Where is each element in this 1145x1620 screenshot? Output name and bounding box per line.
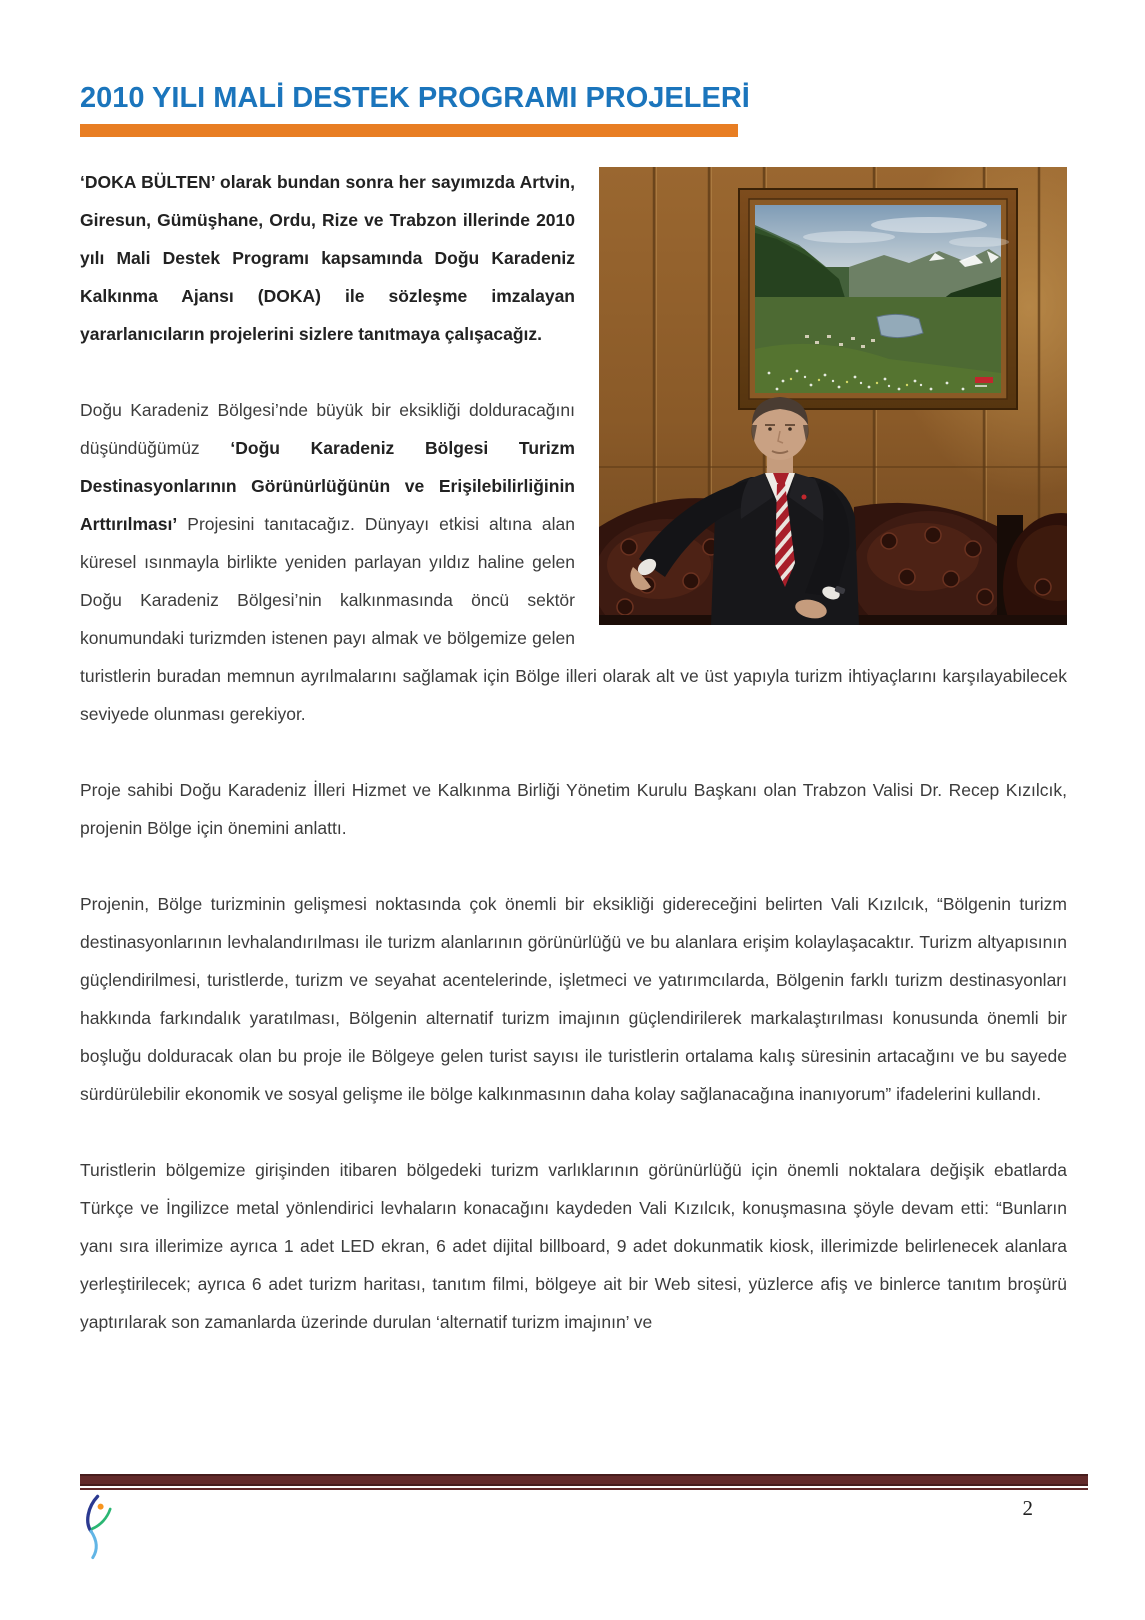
paragraph: ‘DOKA BÜLTEN’ olarak bundan sonra her sayımızda Artvin, Giresun, Gümüşhane, Ordu, Rize ve Trabzon illerinde 2010 yılı Mali Destek Programı kapsamında Doğu Karadeniz Kalkınma Ajansı (DOKA) ile sözleşme imzalayan yararlanıcıların projelerini sizlere tanıtmaya çalışacağız. bbox=[80, 172, 575, 344]
footer-rule-thick bbox=[80, 1474, 1088, 1486]
paragraph: Proje sahibi Doğu Karadeniz İlleri Hizmet ve Kalkınma Birliği Yönetim Kurulu Başkanı olan Trabzon Valisi Dr. Recep Kızılcık, projenin Bölge için önemini anlattı. bbox=[80, 780, 1067, 838]
doka-logo-icon bbox=[82, 1494, 146, 1560]
paragraph: Turistlerin bölgemize girişinden itibaren bölgedeki turizm varlıklarının görünürlüğü için önemli noktalara değişik ebatlarda Türkçe ve İngilizce metal yönlendirici levhaların konacağını kaydeden Vali Kızılcık, konuşmasına şöyle devam etti: “Bunların yanı sıra illerimize ayrıca 1 adet LED ekran, 6 adet dijital billboard, 9 adet dokunmatik kiosk, illerimizde belirlenecek alanlara yerleştirilecek; ayrıca 6 adet turizm haritası, tanıtım filmi, bölgeye ait bir Web sitesi, yüzlerce afiş ve binlerce tanıtım broşürü yaptırılarak son zamanlarda üzerinde durulan ‘alternatif turizm imajının’ ve bbox=[80, 1160, 1067, 1332]
title-underline-bar bbox=[80, 124, 738, 137]
portrait-photo bbox=[599, 167, 1067, 625]
framed-landscape-picture bbox=[739, 189, 1017, 409]
picture-watermark bbox=[975, 377, 993, 383]
paragraph: Doğu Karadeniz Bölgesi’nde büyük bir eksikliği dolduracağını düşündüğümüz ‘Doğu Karadeniz Bölgesi Turizm Destinasyonlarının Görünürlüğünün ve Erişilebilirliğinin Arttırılması’ Projesini tanıtacağız. Dünyayı etkisi altına alan küresel ısınmayla birlikte yeniden parlayan yıldız haline gelen Doğu Karadeniz Bölgesi’nin kalkınmasında öncü sektör konumundaki turizmden istenen payı almak ve bölgemize gelen turistlerin buradan memnun ayrılmalarını sağlamak için Bölge illeri olarak alt ve üst yapıyla turizm ihtiyaçlarını karşılayabilecek seviyede olunması gerekiyor. bbox=[80, 400, 1067, 724]
page-number: 2 bbox=[1022, 1496, 1033, 1520]
portrait-photo-graphic bbox=[599, 167, 1067, 625]
paragraph: Projenin, Bölge turizminin gelişmesi noktasında çok önemli bir eksikliği gidereceğini belirten Vali Kızılcık, “Bölgenin turizm destinasyonlarının levhalandırılması ile turizm alanlarının görünürlüğü ve bu alanlara erişim kolaylaşacaktır. Turizm altyapısının güçlendirilmesi, turistlerde, turizm ve seyahat acentelerinde, işletmeci ve yatırımcılarda, Bölgenin farklı turizm destinasyonları hakkında farkındalık yaratılması, Bölgenin alternatif turizm imajının güçlendirilerek markalaştırılması konusunda önemli bir boşluğu dolduracak olan bu proje ile Bölgeye gelen turist sayısı ile turistlerin ortalama kalış süresinin artacağını ve bu sayede sürdürülebilir ekonomik ve sosyal gelişme ile bölge kalkınmasının daha kolay sağlanacağına inanıyorum” ifadelerini kullandı. bbox=[80, 894, 1067, 1104]
page-header bbox=[80, 82, 1067, 137]
footer-rule-thin bbox=[80, 1488, 1088, 1490]
article bbox=[80, 163, 1067, 1341]
page-title: 2010 YILI MALİ DESTEK PROGRAMI PROJELERİ bbox=[80, 82, 750, 114]
